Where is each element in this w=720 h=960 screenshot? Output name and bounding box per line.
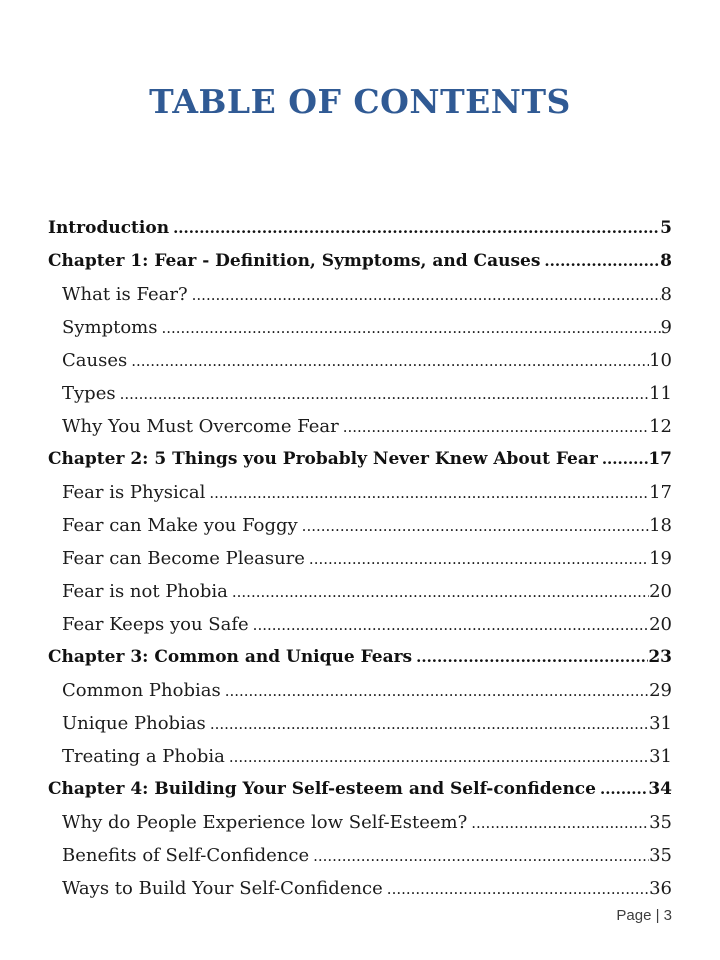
toc-entry[interactable]: [48, 245, 672, 278]
toc-entry[interactable]: [48, 674, 672, 707]
toc-entry-page-number: 35: [649, 811, 672, 833]
toc-entry-label: Introduction: [48, 217, 170, 238]
dot-leader: [127, 345, 649, 378]
dot-leader: [205, 477, 649, 510]
toc-entry-page-number: 36: [649, 877, 672, 899]
toc-entry-page-number: 5: [660, 217, 672, 238]
toc-entry-label: Fear is Physical: [62, 481, 206, 503]
dot-leader: [225, 741, 649, 774]
dot-leader: [249, 609, 649, 642]
toc-entry-label: Chapter 3: Common and Unique Fears: [48, 646, 413, 667]
dot-leader: [157, 312, 660, 345]
toc-entry[interactable]: [48, 278, 672, 311]
toc-entry-label: Fear can Make you Foggy: [62, 514, 298, 536]
toc-entry-page-number: 34: [648, 778, 672, 799]
toc-entry-label: Ways to Build Your Self-Confidence: [62, 877, 383, 899]
toc-entry-label: Chapter 1: Fear - Definition, Symptoms, and Causes: [48, 250, 541, 271]
toc-entry-label: Why do People Experience low Self-Esteem?: [62, 811, 468, 833]
toc-entry[interactable]: [48, 443, 672, 476]
dot-leader: [412, 641, 648, 674]
toc-entry-label: Symptoms: [62, 316, 158, 338]
toc-entry-label: Benefits of Self-Confidence: [62, 844, 310, 866]
toc-entry-label: Unique Phobias: [62, 712, 206, 734]
page-footer: [48, 906, 672, 926]
toc-entry[interactable]: [48, 839, 672, 872]
toc-entry[interactable]: [48, 377, 672, 410]
toc-entry[interactable]: [48, 410, 672, 443]
toc-entry-page-number: 31: [649, 712, 672, 734]
dot-leader: [540, 245, 660, 278]
dot-leader: [206, 708, 649, 741]
toc-entry-label: Why You Must Overcome Fear: [62, 415, 339, 437]
dot-leader: [169, 212, 660, 245]
toc-entry-page-number: 10: [649, 349, 672, 371]
toc-entry-label: Fear Keeps you Safe: [62, 613, 249, 635]
dot-leader: [598, 443, 649, 476]
toc-entry[interactable]: [48, 212, 672, 245]
toc-entry[interactable]: [48, 509, 672, 542]
toc-entry-page-number: 20: [649, 580, 672, 602]
dot-leader: [116, 378, 650, 411]
toc-entry-page-number: 18: [649, 514, 672, 536]
toc-entry[interactable]: [48, 641, 672, 674]
toc-entry[interactable]: [48, 773, 672, 806]
toc-entry-label: Treating a Phobia: [62, 745, 225, 767]
toc-entry[interactable]: [48, 476, 672, 509]
toc-entry-page-number: 17: [649, 481, 672, 503]
dot-leader: [467, 807, 649, 840]
dot-leader: [383, 873, 649, 906]
toc-entry-page-number: 29: [649, 679, 672, 701]
toc-entry-label: Fear is not Phobia: [62, 580, 228, 602]
toc-entry-label: Common Phobias: [62, 679, 221, 701]
dot-leader: [305, 543, 649, 576]
toc-entry-page-number: 12: [649, 415, 672, 437]
dot-leader: [298, 510, 649, 543]
toc-entry-label: Chapter 2: 5 Things you Probably Never Knew About Fear: [48, 448, 598, 469]
dot-leader: [228, 576, 649, 609]
toc-entry-page-number: 11: [649, 382, 672, 404]
dot-leader: [596, 773, 648, 806]
toc-entry[interactable]: [48, 740, 672, 773]
toc-entry-label: Chapter 4: Building Your Self-esteem and Self-confidence: [48, 778, 596, 799]
toc-entry[interactable]: [48, 806, 672, 839]
toc-entry-label: What is Fear?: [62, 283, 188, 305]
toc-entry[interactable]: [48, 872, 672, 905]
dot-leader: [339, 411, 649, 444]
toc-entry-label: Causes: [62, 349, 128, 371]
toc-entry[interactable]: [48, 608, 672, 641]
toc-entry-label: Types: [62, 382, 116, 404]
dot-leader: [188, 279, 661, 312]
toc-entry[interactable]: [48, 311, 672, 344]
page-number-label: Page | 3: [616, 906, 672, 924]
toc-entry-page-number: 35: [649, 844, 672, 866]
toc-entry[interactable]: [48, 542, 672, 575]
dot-leader: [309, 840, 649, 873]
toc-entry-page-number: 19: [649, 547, 672, 569]
toc-entry[interactable]: [48, 344, 672, 377]
page-title: TABLE OF CONTENTS: [149, 82, 571, 121]
toc-entry-page-number: 8: [660, 250, 672, 271]
toc-entry[interactable]: [48, 575, 672, 608]
toc-entry-page-number: 8: [660, 283, 672, 305]
table-of-contents: [48, 212, 672, 905]
toc-entry-page-number: 17: [648, 448, 672, 469]
toc-entry[interactable]: [48, 707, 672, 740]
toc-entry-page-number: 31: [649, 745, 672, 767]
toc-entry-page-number: 23: [648, 646, 672, 667]
toc-entry-label: Fear can Become Pleasure: [62, 547, 305, 569]
dot-leader: [221, 675, 649, 708]
toc-entry-page-number: 20: [649, 613, 672, 635]
toc-entry-page-number: 9: [660, 316, 672, 338]
